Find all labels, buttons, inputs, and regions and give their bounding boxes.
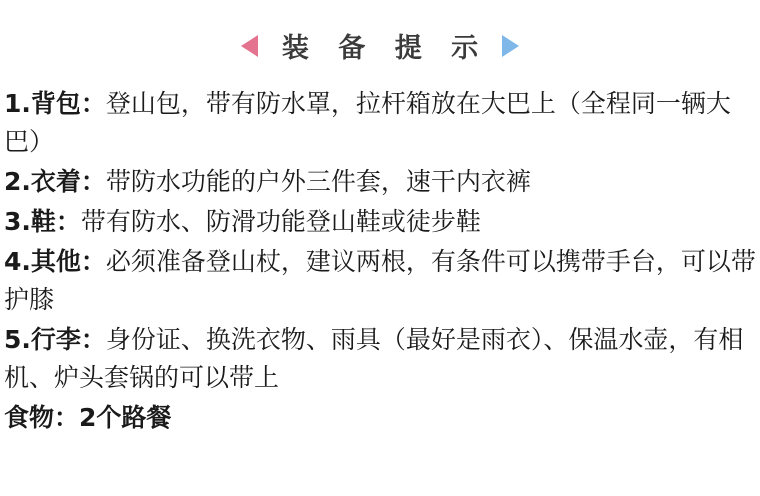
- list-item: [4, 243, 756, 319]
- list-item: [4, 163, 756, 201]
- list-item-text: 登山包，带有防水罩，拉杆箱放在大巴上（全程同一辆大巴）: [4, 89, 731, 156]
- list-item-lead: 2.衣着：: [4, 167, 106, 196]
- list-item: [4, 321, 756, 397]
- page-header: [0, 0, 760, 75]
- list-item-text: 身份证、换洗衣物、雨具（最好是雨衣）、保温水壶，有相机、炉头套锅的可以带上: [4, 325, 744, 392]
- list-item-text: 必须准备登山杖，建议两根，有条件可以携带手台，可以带护膝: [4, 247, 756, 314]
- list-item-text: 带防水功能的户外三件套，速干内衣裤: [105, 167, 531, 196]
- list-item-lead: 5.行李：: [4, 325, 106, 354]
- list-item-lead: 3.鞋：: [4, 207, 81, 236]
- page-title: 装 备 提 示: [281, 33, 489, 64]
- list-item: [4, 203, 756, 241]
- right-triangle-icon: [502, 35, 519, 57]
- list-item: [4, 85, 756, 161]
- food-note: 食物：2个路餐: [4, 403, 172, 432]
- list-item-lead: 4.其他：: [4, 247, 106, 276]
- list-item-text: 带有防水、防滑功能登山鞋或徒步鞋: [80, 207, 481, 236]
- left-triangle-icon: [241, 35, 258, 57]
- list-item-lead: 1.背包：: [4, 89, 106, 118]
- tips-list: [0, 75, 760, 437]
